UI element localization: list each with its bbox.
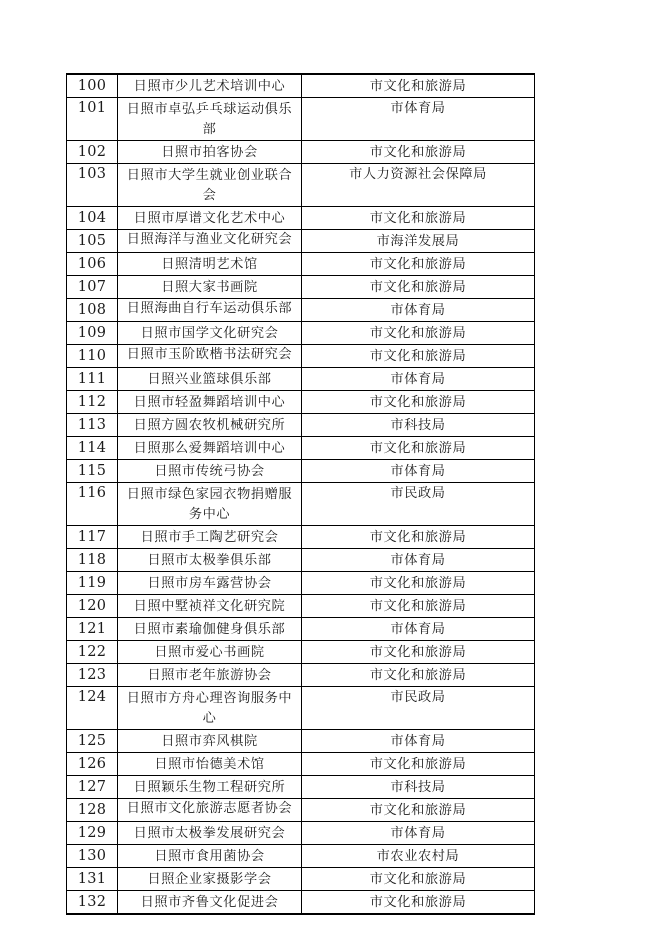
dept-text: 市文化和旅游局: [369, 575, 467, 591]
dept-text: 市民政局: [390, 486, 446, 501]
dept-text: 市海洋发展局: [376, 233, 460, 249]
table-row: [67, 618, 535, 641]
table-cell-dept: [302, 276, 535, 299]
name-text: 日照市怡德美术馆: [154, 756, 265, 772]
dept-text: 市文化和旅游局: [369, 667, 467, 683]
table-cell-dept: [302, 207, 535, 230]
table-cell-name: [118, 687, 302, 730]
id-text: 103: [77, 166, 107, 182]
id-text: 116: [77, 485, 107, 501]
table-row: [67, 687, 535, 730]
dept-text: 市文化和旅游局: [369, 644, 467, 660]
name-text: 日照市素瑜伽健身俱乐部: [133, 621, 286, 637]
table-cell-id: [67, 753, 118, 776]
table-row: [67, 572, 535, 595]
table-cell-name: [118, 641, 302, 664]
dept-text: 市文化和旅游局: [369, 394, 467, 410]
table-cell-dept: [302, 322, 535, 345]
name-text: 日照市爱心书画院: [154, 644, 265, 660]
name-text: 日照市太极拳发展研究会: [133, 825, 286, 841]
table-cell-dept: [302, 822, 535, 845]
table-row: [67, 437, 535, 460]
table-row: [67, 141, 535, 164]
table-cell-name: [118, 74, 302, 98]
table-row: [67, 230, 535, 253]
id-text: 120: [77, 597, 107, 614]
dept-text: 市文化和旅游局: [369, 598, 467, 614]
table-row: [67, 891, 535, 915]
table-row: [67, 730, 535, 753]
dept-text: 市文化和旅游局: [369, 348, 467, 364]
dept-text: 市体育局: [390, 302, 446, 318]
dept-text: 市文化和旅游局: [369, 529, 467, 545]
table-cell-id: [67, 299, 118, 322]
table-cell-dept: [302, 253, 535, 276]
table-cell-id: [67, 322, 118, 345]
table-cell-dept: [302, 549, 535, 572]
id-text: 102: [77, 143, 107, 160]
name-text: 日照那么爱舞蹈培训中心: [133, 440, 286, 456]
table-cell-id: [67, 664, 118, 687]
table-cell-name: [118, 164, 302, 207]
table-cell-id: [67, 483, 118, 526]
id-text: 104: [77, 209, 107, 226]
table-cell-name: [118, 595, 302, 618]
table-row: [67, 98, 535, 141]
dept-text: 市文化和旅游局: [369, 756, 467, 772]
table-cell-dept: [302, 345, 535, 368]
dept-text: 市科技局: [390, 779, 446, 795]
table-row: [67, 868, 535, 891]
id-text: 127: [77, 778, 107, 795]
table-cell-id: [67, 641, 118, 664]
table-cell-id: [67, 437, 118, 460]
table-cell-id: [67, 98, 118, 141]
table-cell-dept: [302, 891, 535, 915]
table-cell-name: [118, 526, 302, 549]
id-text: 114: [77, 439, 107, 456]
name-text: 日照市绿色家园衣物捐赠服务中心: [126, 486, 293, 522]
id-text: 123: [77, 666, 107, 683]
dept-text: 市文化和旅游局: [369, 871, 467, 887]
id-text: 111: [77, 370, 107, 387]
table-cell-id: [67, 230, 118, 253]
table-row: [67, 664, 535, 687]
table-cell-dept: [302, 391, 535, 414]
organization-registry-table: [66, 73, 535, 915]
id-text: 115: [77, 462, 107, 479]
table-cell-name: [118, 460, 302, 483]
table-row: [67, 276, 535, 299]
dept-text: 市文化和旅游局: [369, 279, 467, 295]
table-cell-id: [67, 141, 118, 164]
table-row: [67, 460, 535, 483]
name-text: 日照市太极拳俱乐部: [147, 552, 272, 568]
table-cell-id: [67, 595, 118, 618]
table-cell-name: [118, 845, 302, 868]
table-cell-name: [118, 572, 302, 595]
table-row: [67, 549, 535, 572]
table-cell-id: [67, 164, 118, 207]
table-cell-name: [118, 868, 302, 891]
dept-text: 市体育局: [390, 101, 446, 116]
table-cell-id: [67, 822, 118, 845]
table-cell-name: [118, 753, 302, 776]
name-text: 日照海曲自行车运动俱乐部: [126, 301, 293, 316]
table-cell-dept: [302, 799, 535, 822]
dept-text: 市体育局: [390, 463, 446, 479]
dept-text: 市体育局: [390, 621, 446, 637]
table-row: [67, 368, 535, 391]
table-cell-name: [118, 891, 302, 915]
table-row: [67, 391, 535, 414]
table-cell-name: [118, 98, 302, 141]
table-cell-dept: [302, 776, 535, 799]
id-text: 121: [77, 620, 107, 637]
table-cell-dept: [302, 74, 535, 98]
table-cell-name: [118, 437, 302, 460]
table-row: [67, 641, 535, 664]
table-row: [67, 799, 535, 822]
id-text: 108: [77, 301, 107, 318]
name-text: 日照市卓弘乒乓球运动俱乐部: [126, 101, 293, 137]
dept-text: 市人力资源社会保障局: [349, 167, 487, 182]
name-text: 日照市少儿艺术培训中心: [133, 78, 286, 94]
id-text: 126: [77, 755, 107, 772]
table-cell-id: [67, 414, 118, 437]
dept-text: 市文化和旅游局: [369, 144, 467, 160]
id-text: 119: [77, 574, 107, 591]
table-cell-dept: [302, 141, 535, 164]
dept-text: 市体育局: [390, 733, 446, 749]
table-cell-dept: [302, 437, 535, 460]
table-cell-name: [118, 253, 302, 276]
table-cell-dept: [302, 595, 535, 618]
table-cell-dept: [302, 414, 535, 437]
id-text: 130: [77, 847, 107, 864]
dept-text: 市民政局: [390, 690, 446, 705]
table-cell-id: [67, 687, 118, 730]
table-cell-id: [67, 460, 118, 483]
name-text: 日照清明艺术馆: [161, 256, 258, 272]
table-cell-dept: [302, 230, 535, 253]
table-cell-name: [118, 368, 302, 391]
name-text: 日照市房车露营协会: [147, 575, 272, 591]
table-row: [67, 483, 535, 526]
name-text: 日照市传统弓协会: [154, 463, 265, 479]
table-cell-dept: [302, 641, 535, 664]
dept-text: 市文化和旅游局: [369, 440, 467, 456]
dept-text: 市文化和旅游局: [369, 894, 467, 910]
table-cell-id: [67, 776, 118, 799]
id-text: 118: [77, 551, 107, 568]
name-text: 日照市手工陶艺研究会: [140, 529, 279, 545]
table-cell-id: [67, 368, 118, 391]
table-cell-name: [118, 730, 302, 753]
name-text: 日照市轻盈舞蹈培训中心: [133, 394, 286, 410]
table-cell-id: [67, 845, 118, 868]
name-text: 日照市文化旅游志愿者协会: [126, 801, 293, 816]
table-row: [67, 526, 535, 549]
table-row: [67, 164, 535, 207]
table-cell-name: [118, 322, 302, 345]
name-text: 日照市弈风棋院: [161, 733, 258, 749]
table-cell-name: [118, 141, 302, 164]
table-row: [67, 822, 535, 845]
id-text: 124: [77, 689, 107, 705]
table-cell-name: [118, 549, 302, 572]
table-cell-name: [118, 391, 302, 414]
id-text: 112: [77, 393, 107, 410]
table-cell-id: [67, 618, 118, 641]
table-cell-id: [67, 868, 118, 891]
table-cell-id: [67, 207, 118, 230]
table-cell-dept: [302, 687, 535, 730]
table-row: [67, 595, 535, 618]
name-text: 日照市食用菌协会: [154, 848, 265, 864]
table-cell-dept: [302, 483, 535, 526]
table-cell-id: [67, 276, 118, 299]
name-text: 日照企业家摄影学会: [147, 871, 272, 887]
dept-text: 市文化和旅游局: [369, 802, 467, 818]
table-row: [67, 753, 535, 776]
table-cell-dept: [302, 460, 535, 483]
table-body: [67, 74, 535, 914]
table-row: [67, 845, 535, 868]
table-cell-id: [67, 572, 118, 595]
table-cell-dept: [302, 618, 535, 641]
dept-text: 市文化和旅游局: [369, 256, 467, 272]
id-text: 129: [77, 824, 107, 841]
table-cell-name: [118, 776, 302, 799]
table-cell-id: [67, 730, 118, 753]
table-cell-name: [118, 276, 302, 299]
table-cell-name: [118, 207, 302, 230]
table-cell-name: [118, 799, 302, 822]
id-text: 128: [77, 801, 107, 818]
table-cell-dept: [302, 164, 535, 207]
table-cell-id: [67, 345, 118, 368]
table-cell-dept: [302, 98, 535, 141]
dept-text: 市体育局: [390, 825, 446, 841]
dept-text: 市体育局: [390, 552, 446, 568]
name-text: 日照海洋与渔业文化研究会: [126, 232, 293, 247]
name-text: 日照大家书画院: [161, 279, 258, 295]
table-cell-name: [118, 230, 302, 253]
name-text: 日照颖乐生物工程研究所: [133, 779, 286, 795]
table-cell-id: [67, 74, 118, 98]
table-cell-name: [118, 345, 302, 368]
table-cell-id: [67, 891, 118, 915]
dept-text: 市文化和旅游局: [369, 78, 467, 94]
name-text: 日照市国学文化研究会: [140, 325, 279, 341]
id-text: 132: [77, 893, 107, 910]
id-text: 106: [77, 255, 107, 272]
id-text: 105: [77, 232, 107, 249]
table-cell-id: [67, 526, 118, 549]
name-text: 日照市玉阶欧楷书法研究会: [126, 347, 293, 362]
table-row: [67, 299, 535, 322]
table-cell-id: [67, 253, 118, 276]
table-cell-dept: [302, 845, 535, 868]
table-cell-dept: [302, 299, 535, 322]
name-text: 日照市老年旅游协会: [147, 667, 272, 683]
name-text: 日照市厚谱文化艺术中心: [133, 210, 286, 226]
table-cell-dept: [302, 730, 535, 753]
id-text: 117: [77, 528, 107, 545]
table-row: [67, 74, 535, 98]
name-text: 日照市拍客协会: [161, 144, 258, 160]
id-text: 109: [77, 324, 107, 341]
name-text: 日照中墅祯祥文化研究院: [133, 598, 286, 614]
id-text: 107: [77, 278, 107, 295]
id-text: 100: [77, 77, 107, 94]
table-row: [67, 253, 535, 276]
id-text: 125: [77, 732, 107, 749]
table-row: [67, 414, 535, 437]
id-text: 122: [77, 643, 107, 660]
name-text: 日照方圆农牧机械研究所: [133, 417, 286, 433]
table-cell-dept: [302, 868, 535, 891]
table-row: [67, 345, 535, 368]
table-cell-name: [118, 299, 302, 322]
name-text: 日照市齐鲁文化促进会: [140, 894, 279, 910]
dept-text: 市体育局: [390, 371, 446, 387]
id-text: 113: [77, 416, 107, 433]
table-cell-dept: [302, 753, 535, 776]
table-cell-id: [67, 549, 118, 572]
table-cell-name: [118, 822, 302, 845]
table-cell-name: [118, 664, 302, 687]
table-row: [67, 776, 535, 799]
table-cell-id: [67, 391, 118, 414]
table-cell-dept: [302, 664, 535, 687]
table-cell-dept: [302, 526, 535, 549]
dept-text: 市文化和旅游局: [369, 210, 467, 226]
id-text: 110: [77, 347, 107, 364]
dept-text: 市文化和旅游局: [369, 325, 467, 341]
table-cell-name: [118, 414, 302, 437]
table-cell-id: [67, 799, 118, 822]
table-cell-name: [118, 618, 302, 641]
id-text: 131: [77, 870, 107, 887]
table-cell-dept: [302, 572, 535, 595]
table-row: [67, 322, 535, 345]
dept-text: 市农业农村局: [376, 848, 460, 864]
table-cell-dept: [302, 368, 535, 391]
table-cell-name: [118, 483, 302, 526]
dept-text: 市科技局: [390, 417, 446, 433]
name-text: 日照市大学生就业创业联合会: [126, 167, 293, 203]
table-row: [67, 207, 535, 230]
name-text: 日照兴业篮球俱乐部: [147, 371, 272, 387]
id-text: 101: [77, 100, 107, 116]
name-text: 日照市方舟心理咨询服务中心: [126, 690, 293, 726]
